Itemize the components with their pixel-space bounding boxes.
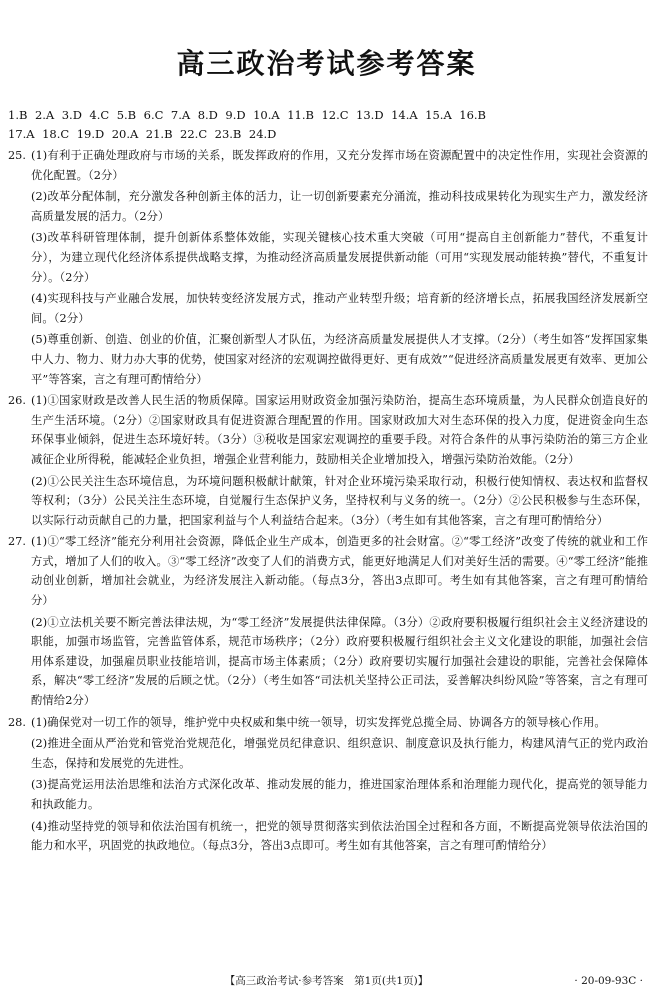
answer-paragraph: (1)确保党对一切工作的领导，维护党中央权威和集中统一领导，切实发挥党总揽全局、协调各方的领导核心作用。 <box>31 715 606 729</box>
answer-item: 19.D <box>76 127 105 141</box>
answer-item: 17.A <box>8 127 35 141</box>
question-number: 26. <box>8 394 26 408</box>
question-number: 25. <box>8 149 26 162</box>
answer-item: 6.C <box>143 108 164 122</box>
question-28 <box>8 713 648 856</box>
answer-item: 11.B <box>287 108 314 122</box>
footer-code: · 20-09-93C · <box>574 975 643 987</box>
answer-item: 16.B <box>459 108 486 122</box>
answer-item: 10.A <box>253 108 280 122</box>
answer-paragraph: (4)实现科技与产业融合发展，加快转变经济发展方式，推动产业转型升级；培育新的经济增长点，拓展我国经济发展新空间。（2分） <box>31 292 648 325</box>
answer-paragraph: (1)①“零工经济”能充分利用社会资源，降低企业生产成本，创造更多的社会财富。②“零工经济”改变了传统的就业和工作方式，增加了人们的收入。③“零工经济”改变了人们的消费方式，能更好地满足人们对美好生活的需要。④“零工经济”能推动创业创新，增加社会就业，为经济发展注入新动能。（每点3分，答出3点即可。考生如有其他答案，言之有理可酌情给分） <box>31 535 648 608</box>
answer-item: 24.D <box>248 127 277 141</box>
answer-paragraph: (1)有利于正确处理政府与市场的关系，既发挥政府的作用，又充分发挥市场在资源配置中的决定性作用，实现社会资源的优化配置。（2分） <box>31 149 648 182</box>
answer-paragraph: (1)①国家财政是改善人民生活的物质保障。国家运用财政资金加强污染防治，提高生态环境质量，为人民群众创造良好的生产生活环境。（2分）②国家财政具有促进资源合理配置的作用。国家财政加大对生态环保的投入力度，促进资金向生态环保事业倾斜，促进生态环境好转。（3分）③税收是国家宏观调控的重要手段。对符合条件的从事污染防治的第三方企业减征企业所得税，能减轻企业负担，增强企业营利能力，鼓励相关企业增加投入，增强污染防治效能。（2分） <box>31 394 648 466</box>
answer-item: 9.D <box>225 108 246 122</box>
question-number: 27. <box>8 535 26 549</box>
answer-paragraph: (2)改革分配体制，充分激发各种创新主体的活力，让一切创新要素充分涌流，推动科技成果转化为现实生产力，激发经济高质量发展的活力。（2分） <box>31 190 648 223</box>
question-number: 28. <box>8 715 26 729</box>
answer-item: 7.A <box>170 108 191 122</box>
answer-item: 8.D <box>197 108 218 122</box>
answer-item: 14.A <box>391 108 418 122</box>
answer-paragraph: (3)改革科研管理体制，提升创新体系整体效能，实现关键核心技术重大突破（可用“提高自主创新能力”替代，不重复计分），为建立现代化经济体系提供战略支撑，为推动经济高质量发展提供新动能（可用“实现发展动能转换”替代，不重复计分）。（2分） <box>31 231 648 284</box>
answer-paragraph: (2)①立法机关要不断完善法律法规，为“零工经济”发展提供法律保障。（3分）②政府要积极履行组织社会主义经济建设的职能，加强市场监管，完善监管体系，规范市场秩序；（2分）政府要积极履行组织社会主义文化建设的职能，加强社会信用体系建设，加强雇员职业技能培训，提高市场主体素质；（2分）政府要切实履行加强社会建设的职能，完善社会保障体系，解决“零工经济”发展的后顾之忧。（2分）（考生如答“司法机关坚持公正司法，妥善解决纠纷风险”等答案，言之有理可酌情给2分） <box>31 615 648 708</box>
answer-item: 23.B <box>214 127 242 141</box>
answer-item: 1.B <box>8 108 28 122</box>
answer-item: 21.B <box>145 127 173 141</box>
answer-item: 2.A <box>34 108 55 122</box>
answer-item: 13.D <box>356 108 384 122</box>
answer-paragraph: (3)提高党运用法治思维和法治方式深化改革、推动发展的能力，推进国家治理体系和治理能力现代化，提高党的领导能力和执政能力。 <box>31 778 648 811</box>
question-27 <box>8 532 648 710</box>
question-26 <box>8 391 648 530</box>
answer-item: 12.C <box>321 108 349 122</box>
answers-row-1 <box>8 106 648 125</box>
answer-item: 20.A <box>111 127 139 141</box>
footer-title: 【高三政治考试·参考答案 第1页(共1页)】 <box>224 975 429 987</box>
answers-row-2 <box>8 125 648 144</box>
answer-paragraph: (2)推进全面从严治党和管党治党规范化，增强党员纪律意识、组织意识、制度意识及执行能力，构建风清气正的党内政治生态，保持和发展党的先进性。 <box>31 737 648 770</box>
answer-item: 3.D <box>61 108 82 122</box>
answer-paragraph: (5)尊重创新、创造、创业的价值，汇聚创新型人才队伍，为经济高质量发展提供人才支撑。（2分）（考生如答“发挥国家集中人力、物力、财力办大事的优势，使国家对经济的宏观调控做得更好、更有成效”“促进经济高质量发展更有效率、更加公平”等答案，言之有理可酌情给分） <box>31 333 648 386</box>
answer-item: 18.C <box>42 127 70 141</box>
page-title: 高三政治考试参考答案 <box>176 47 477 80</box>
answer-item: 22.C <box>180 127 208 141</box>
answer-paragraph: (2)①公民关注生态环境信息，为环境问题积极献计献策，针对企业环境污染采取行动，积极行使知情权、表达权和监督权等权利；（3分）公民关注生态环境，自觉履行生态保护义务，坚持权利与义务的统一。（2分）②公民积极参与生态环保，以实际行动贡献自己的力量，把国家利益与个人利益结合起来。（3分）（考生如有其他答案，言之有理可酌情给分） <box>31 474 648 527</box>
question-25 <box>8 146 648 389</box>
answer-item: 15.A <box>425 108 452 122</box>
multiple-choice-answers <box>8 106 648 144</box>
essay-answers <box>8 146 648 856</box>
answer-paragraph: (4)推动坚持党的领导和依法治国有机统一，把党的领导贯彻落实到依法治国全过程和各方面，不断提高党领导依法治国的能力和水平，巩固党的执政地位。（每点3分，答出3点即可。考生如有其他答案，言之有理可酌情给分） <box>31 819 648 853</box>
answer-item: 5.B <box>116 108 137 122</box>
answer-item: 4.C <box>89 108 110 122</box>
